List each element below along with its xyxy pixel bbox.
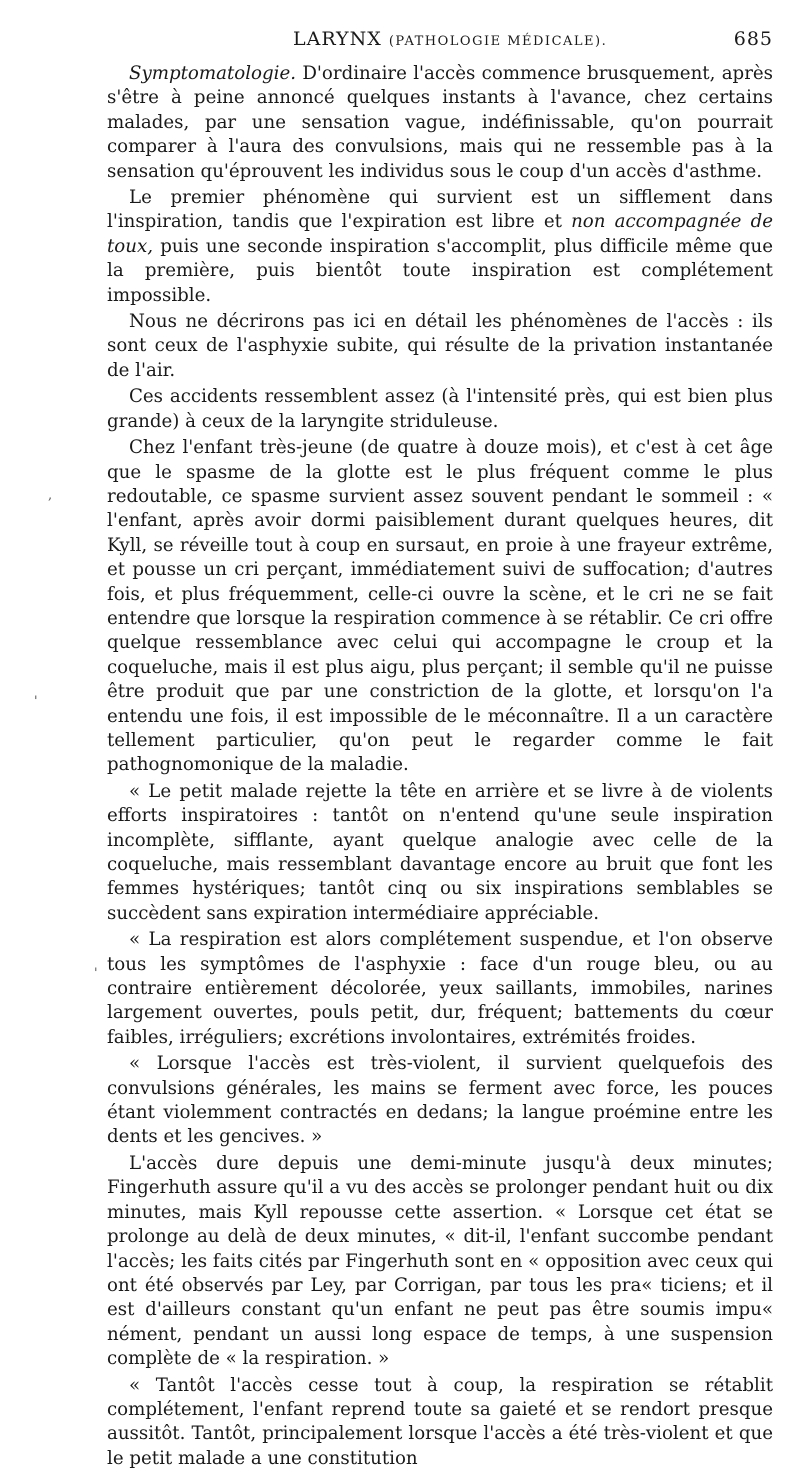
- page-number: 685: [733, 28, 773, 50]
- paragraph-text: D'ordinaire l'accès commence brusquement, après s'être à peine annoncé quelques instants à l'avance, chez certains malades, par une sensation vague, indéfinissable, qu'on pourrait comparer à l'aura des convulsions, mais qui ne ressemble pas à la sensation qu'éprouvent les individus sous le coup d'un accès d'asthme.: [107, 63, 773, 182]
- paragraph-premier-phenomene: [107, 186, 773, 308]
- paragraph-text: Le premier phénomène qui survient est un sifflement dans l'inspiration, tandis que l'expiration est libre et: [107, 187, 773, 233]
- paragraph: L'accès dure depuis une demi-minute jusqu'à deux minutes; Fingerhuth assure qu'il a vu des accès se prolonger pendant huit ou dix minutes, mais Kyll repousse cette assertion. « Lorsque cet état se prolonge au delà de deux minutes, « dit-il, l'enfant succombe pendant l'accès; les faits cités par Fingerhuth sont en « opposition avec ceux qui ont été observés par Ley, par Corrigan, par tous les pra« ticiens; et il est d'ailleurs constant qu'un enfant ne peut pas être soumis impu« nément, pendant un aussi long espace de temps, à une suspension complète de « la respiration. »: [107, 1152, 773, 1370]
- body-text: [107, 62, 773, 1471]
- running-title-sub: (PATHOLOGIE MÉDICALE).: [388, 34, 608, 49]
- page: [107, 28, 773, 1473]
- emphasis-text: non accompagnée de toux,: [107, 211, 774, 257]
- margin-speck: ': [94, 966, 98, 981]
- paragraph: « Lorsque l'accès est très-violent, il survient quelquefois des convulsions générales, les mains se ferment avec force, les pouces étant violemment contractés en dedans; la langue proémine entre les dents et les gencives. »: [107, 1053, 773, 1148]
- margin-speck: ,: [48, 488, 53, 503]
- paragraph: Ces accidents ressemblent assez (à l'intensité près, qui est bien plus grande) à ceux de la laryngite striduleuse.: [107, 386, 773, 432]
- paragraph: « Tantôt l'accès cesse tout à coup, la respiration se rétablit complétement, l'enfant reprend toute sa gaieté et se rendort presque aussitôt. Tantôt, principalement lorsque l'accès a été très-violent et que le petit malade a une constitution: [107, 1374, 773, 1469]
- paragraph-text: puis une seconde inspiration s'accomplit, plus difficile même que la première, puis bientôt toute inspiration est complétement impossible.: [107, 235, 773, 306]
- paragraph-symptomatologie: [107, 62, 773, 184]
- paragraph: « Le petit malade rejette la tête en arrière et se livre à de violents efforts inspiratoires : tantôt on n'entend qu'une seule inspiration incomplète, sifflante, ayant quelque analogie avec celle de la coqueluche, mais ressemblant davantage encore au bruit que font les femmes hystériques; tantôt cinq ou six inspirations semblables se succèdent sans expiration intermédiaire appréciable.: [107, 780, 773, 924]
- paragraph: Nous ne décrirons pas ici en détail les phénomènes de l'accès : ils sont ceux de l'asphyxie subite, qui résulte de la privation instantanée de l'air.: [107, 311, 773, 381]
- margin-speck: ': [34, 694, 38, 709]
- section-heading: Symptomatologie.: [129, 63, 296, 84]
- running-head: [107, 28, 773, 56]
- running-title-main: LARYNX: [293, 28, 382, 50]
- running-title: [293, 28, 607, 50]
- paragraph: Chez l'enfant très-jeune (de quatre à douze mois), et c'est à cet âge que le spasme de la glotte est le plus fréquent comme le plus redoutable, ce spasme survient assez souvent pendant le sommeil : « l'enfant, après avoir dormi paisiblement durant quelques heures, dit Kyll, se réveille tout à coup en sursaut, en proie à une frayeur extrême, et pousse un cri perçant, immédiatement suivi de suffocation; d'autres fois, et plus fréquemment, celle-ci ouvre la scène, et le cri ne se fait entendre que lorsque la respiration commence à se rétablir. Ce cri offre quelque ressemblance avec celui qui accompagne le croup et la coqueluche, mais il est plus aigu, plus perçant; il semble qu'il ne puisse être produit que par une constriction de la glotte, et lorsqu'on l'a entendu une fois, il est impossible de le méconnaître. Il a un caractère tellement particulier, qu'on peut le regarder comme le fait pathognomonique de la maladie.: [107, 437, 773, 776]
- paragraph: « La respiration est alors complétement suspendue, et l'on observe tous les symptômes de l'asphyxie : face d'un rouge bleu, ou au contraire entièrement décolorée, yeux saillants, immobiles, narines largement ouvertes, pouls petit, dur, fréquent; battements du cœur faibles, irréguliers; excrétions involontaires, extrémités froides.: [107, 929, 773, 1048]
